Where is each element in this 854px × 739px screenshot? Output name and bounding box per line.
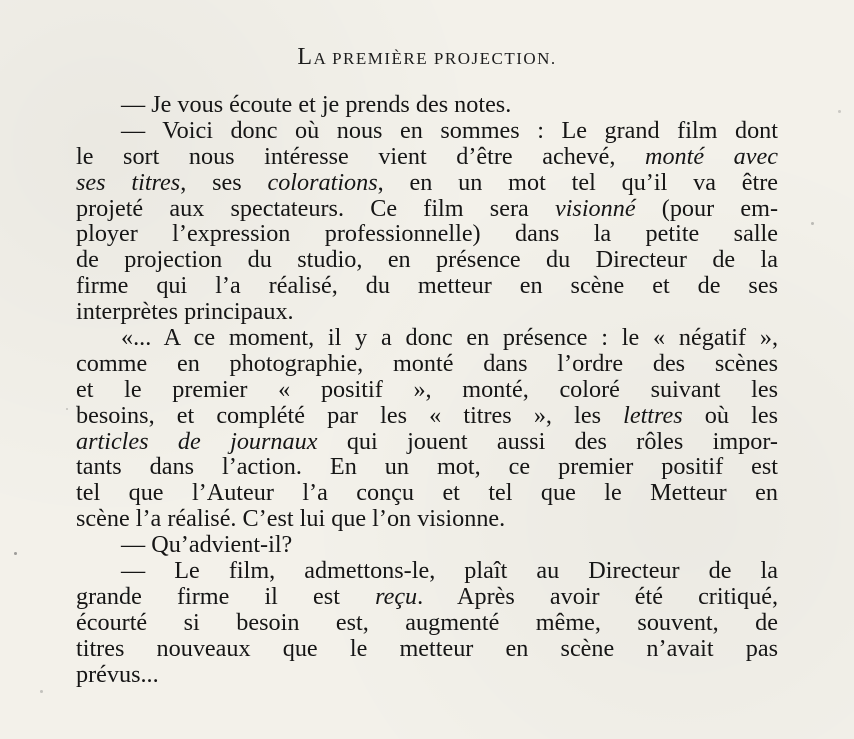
title-text: PREMIÈRE PROJECTION. (332, 49, 557, 68)
text-line: firme qui l’a réalisé, du metteur en scène et de ses (76, 272, 778, 300)
text-line: — Qu’advient-il? (121, 531, 293, 559)
text-line: projeté aux spectateurs. Ce film sera visionné (pour em- (76, 194, 778, 222)
chapter-title (0, 44, 854, 71)
text-line: besoins, et complété par les « titres », les lettres où les (76, 401, 778, 429)
print-speck (66, 408, 68, 410)
text-line: interprètes principaux. (76, 298, 294, 326)
text-line: «... A ce moment, il y a donc en présence : le « négatif », (121, 324, 778, 352)
text-line: le sort nous intéresse vient d’être achevé, monté avec (76, 142, 778, 170)
print-speck (838, 110, 841, 113)
text-line: — Le film, admettons-le, plaît au Directeur de la (121, 557, 778, 585)
print-speck (14, 552, 17, 555)
print-speck (811, 222, 814, 225)
body-text (76, 92, 778, 687)
text-line: titres nouveaux que le metteur en scène n’avait pas (76, 634, 778, 662)
text-line: ployer l’expression professionnelle) dans la petite salle (76, 220, 778, 248)
print-speck (40, 690, 43, 693)
text-line: ses titres, ses colorations, en un mot tel qu’il va être (76, 168, 779, 196)
title-article: A (313, 49, 333, 68)
text-line: prévus... (76, 660, 159, 688)
text-line: comme en photographie, monté dans l’ordre des scènes (76, 349, 778, 377)
text-line: articles de journaux qui jouent aussi des rôles impor- (76, 427, 778, 455)
text-line: scène l’a réalisé. C’est lui que l’on visionne. (76, 505, 506, 533)
text-line: tants dans l’action. En un mot, ce premier positif est (76, 453, 778, 481)
text-line: — Voici donc où nous en sommes : Le grand film dont (121, 116, 778, 144)
text-line: tel que l’Auteur l’a conçu et tel que le Metteur en (76, 479, 778, 507)
text-line: grande firme il est reçu. Après avoir été critiqué, (76, 582, 778, 610)
text-line: écourté si besoin est, augmenté même, souvent, de (76, 608, 778, 636)
text-line: de projection du studio, en présence du Directeur de la (76, 246, 778, 274)
text-line: et le premier « positif », monté, coloré suivant les (76, 375, 778, 403)
text-line: — Je vous écoute et je prends des notes. (121, 91, 512, 118)
title-initial-l: L (297, 44, 314, 70)
